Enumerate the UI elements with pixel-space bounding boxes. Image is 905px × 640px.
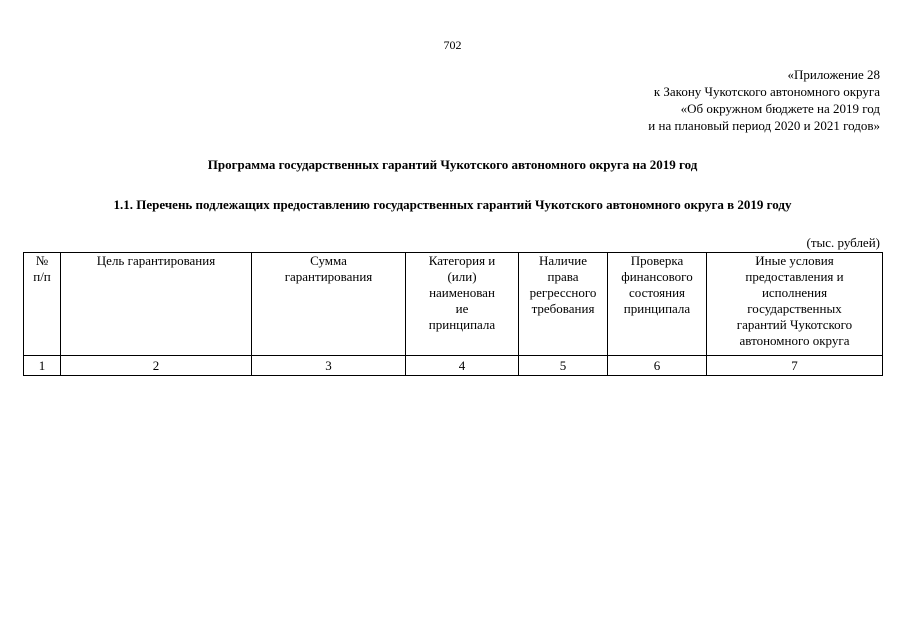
header-line: гарантий Чукотского	[736, 317, 853, 332]
header-cell	[61, 253, 252, 356]
header-line: Иные условия	[755, 253, 834, 268]
header-row	[24, 253, 883, 356]
column-number-row	[24, 356, 883, 376]
header-line: Сумма	[310, 253, 347, 268]
document-title: Программа государственных гарантий Чукотского автономного округа на 2019 год	[207, 157, 698, 172]
header-line: Проверка	[630, 253, 684, 268]
header-line: принципала	[428, 317, 496, 332]
page-number: 702	[443, 38, 462, 52]
header-line: регрессного	[529, 285, 597, 300]
header-line: Категория и	[428, 253, 496, 268]
header-cell	[707, 253, 883, 356]
header-line: (или)	[447, 269, 477, 284]
header-line: Цель гарантирования	[96, 253, 216, 268]
unit-label: (тыс. рублей)	[806, 235, 880, 250]
header-cell	[252, 253, 406, 356]
column-number-cell: 6	[608, 356, 707, 376]
column-number-cell: 1	[24, 356, 61, 376]
header-line: автономного округа	[739, 333, 850, 348]
column-number-cell: 5	[519, 356, 608, 376]
header-line: ие	[455, 301, 469, 316]
column-number-cell: 3	[252, 356, 406, 376]
header-line: предоставления и	[745, 269, 844, 284]
header-line: права	[547, 269, 579, 284]
guarantees-table	[23, 252, 883, 376]
header-cell	[608, 253, 707, 356]
header-line: исполнения	[761, 285, 828, 300]
header-line: государственных	[747, 301, 842, 316]
header-line: №	[35, 253, 49, 268]
header-line: требования	[531, 301, 595, 316]
column-number-cell: 2	[61, 356, 252, 376]
appendix-note	[648, 66, 880, 134]
column-number-cell: 4	[406, 356, 519, 376]
column-number-cell: 7	[707, 356, 883, 376]
appendix-line: и на плановый период 2020 и 2021 годов»	[648, 118, 880, 133]
section-title: 1.1. Перечень подлежащих предоставлению государственных гарантий Чукотского автономного округа в 2019 году	[113, 197, 792, 212]
header-line: п/п	[33, 269, 51, 284]
header-cell	[24, 253, 61, 356]
header-line: состояния	[629, 285, 685, 300]
header-cell	[406, 253, 519, 356]
header-line: наименован	[429, 285, 495, 300]
appendix-line: «Приложение 28	[787, 67, 880, 82]
header-line: принципала	[623, 301, 691, 316]
appendix-line: «Об окружном бюджете на 2019 год	[680, 101, 880, 116]
header-line: гарантирования	[284, 269, 373, 284]
header-line: финансового	[621, 269, 693, 284]
appendix-line: к Закону Чукотского автономного округа	[653, 84, 880, 99]
header-line: Наличие	[539, 253, 587, 268]
header-cell	[519, 253, 608, 356]
